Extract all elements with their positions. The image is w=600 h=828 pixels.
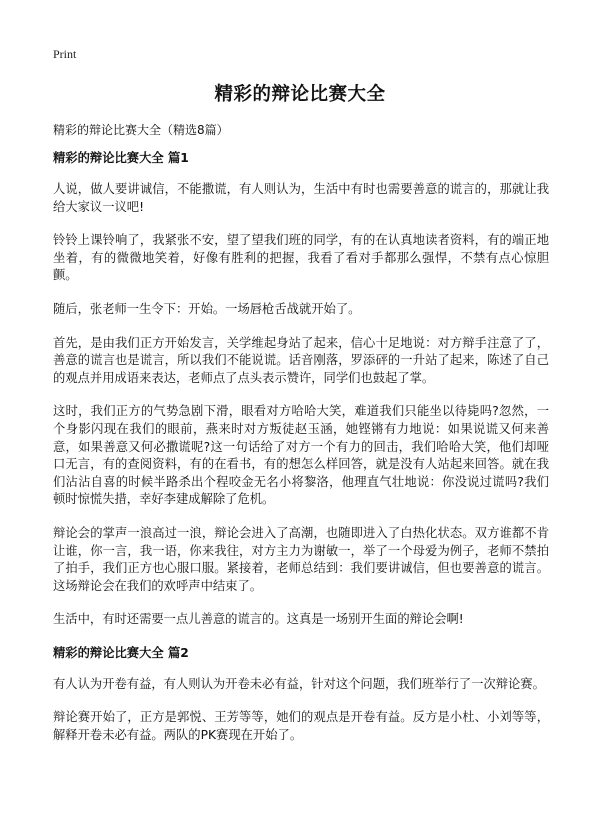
paragraph: 辩论赛开始了，正方是郭悦、王芳等等，她们的观点是开卷有益。反方是小杜、小刘等等，解释开卷未必有益。两队的PK赛现在开始了。 [53,710,549,743]
section-heading: 精彩的辩论比赛大全 篇2 [53,645,189,660]
paragraph: 辩论会的掌声一浪高过一浪，辩论会进入了高潮，也随即进入了白热化状态。双方谁都不肯让谁，你一言，我一语，你来我往，对方主力为谢敏一，举了一个母爱为例子，老师不禁拍了拍手，我们正方也心服口服。紧接着，老师总结到：我们要讲诚信，但也要善意的谎言。这场辩论会在我们的欢呼声中结束了。 [53,525,549,593]
section-heading: 精彩的辩论比赛大全 篇1 [53,151,189,165]
paragraph: 铃铃上课铃响了，我紧张不安，望了望我们班的同学，有的在认真地读者资料，有的端正地坐着，有的微微地笑着，好像有胜利的把握，我看了看对手都那么强悍，不禁有点心惊胆颤。 [53,233,549,283]
paragraph: 首先，是由我们正方开始发言，关学维起身站了起来，信心十足地说：对方辩手注意了了，善意的谎言也是谎言，所以我们不能说谎。话音刚落，罗添砰的一升站了起来，陈述了自己的观点并用成语来表达，老师点了点头表示赞许，同学们也鼓起了掌。 [53,335,549,385]
paragraph: 人说，做人要讲诚信，不能撒谎，有人则认为，生活中有时也需要善意的谎言的，那就让我给大家议一议吧! [53,182,549,214]
paragraph: 生活中，有时还需要一点儿善意的谎言的。这真是一场别开生面的辩论会啊! [53,612,464,627]
paragraph: 随后，张老师一生令下：开始。一场唇枪舌战就开始了。 [53,301,361,316]
paragraph: 这时，我们正方的气势急剧下滑，眼看对方哈哈大笑，难道我们只能坐以待毙吗?忽然，一个身影闪现在我们的眼前，燕来时对方叛徒赵玉涵，她铿锵有力地说：如果说谎又何来善意，如果善意又何必撒谎呢?这一句话给了对方一个有力的回击，我们哈哈大笑，他们却哑口无言，有的查阅资料，有的在看书，有的想怎么样回答，就是没有人站起来回答。就在我们沾沾自喜的时候半路杀出个程咬金无名小将黎洛，他理直气壮地说：你没说过谎吗?我们顿时惊慌失措，幸好李建成解除了危机。 [53,404,549,507]
document-title: 精彩的辩论比赛大全 [214,84,386,105]
paragraph: 有人认为开卷有益，有人则认为开卷未必有益，针对这个问题，我们班举行了一次辩论赛。 [53,676,545,691]
print-link[interactable]: Print [53,47,77,61]
document-subtitle: 精彩的辩论比赛大全（精选8篇） [53,123,229,137]
document-body [53,150,549,761]
